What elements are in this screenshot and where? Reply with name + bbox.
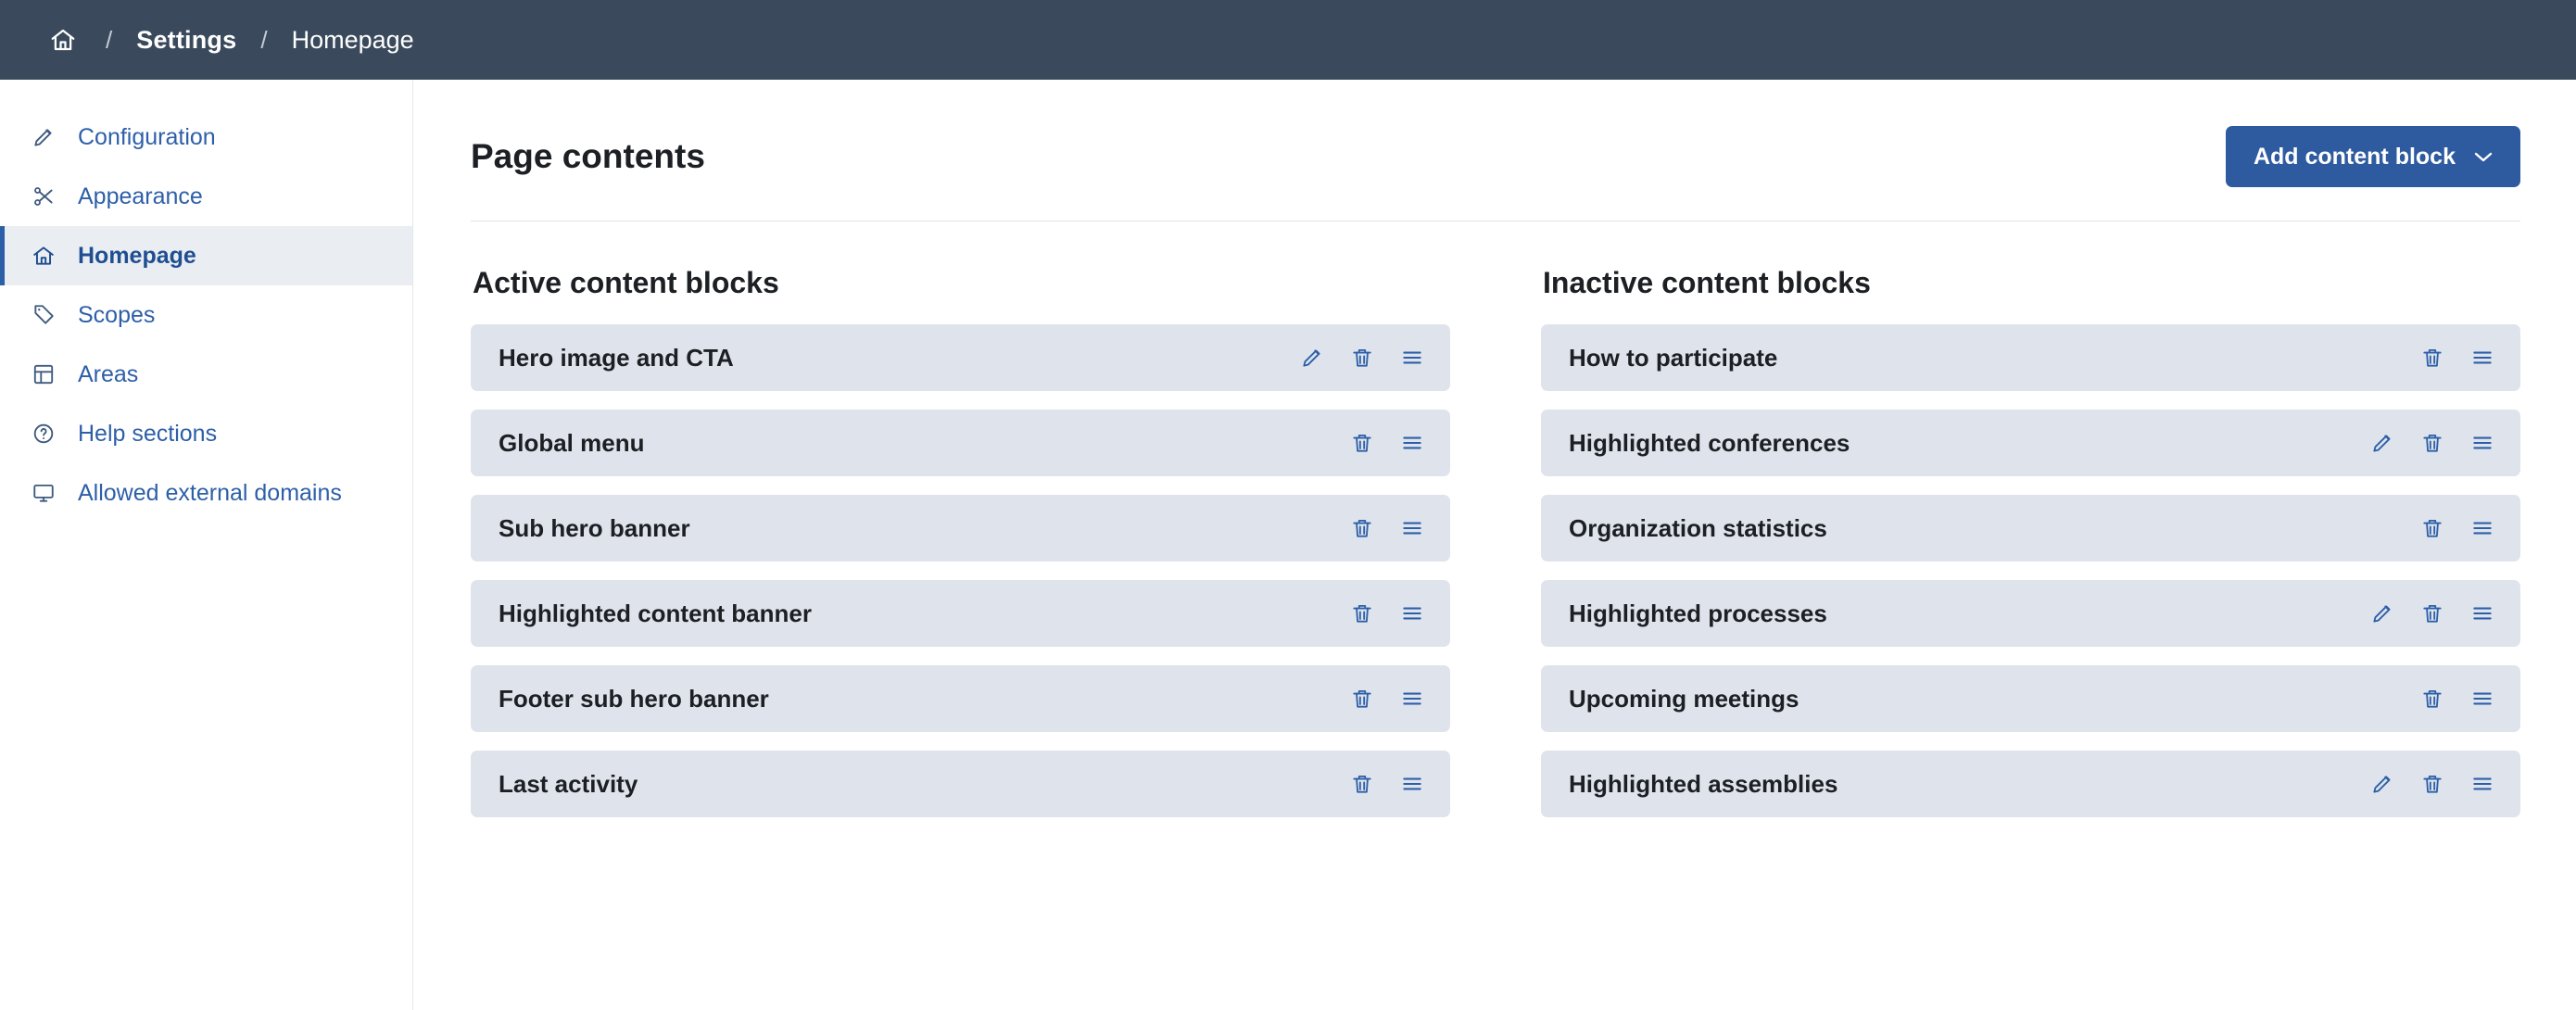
delete-icon[interactable]	[2418, 429, 2446, 457]
content-block-name: Highlighted content banner	[499, 599, 812, 627]
drag-handle-icon[interactable]	[1398, 429, 1426, 457]
content-block-actions	[2368, 770, 2496, 798]
content-block-row[interactable]	[1541, 665, 2520, 732]
chevron-down-icon	[2474, 151, 2493, 163]
content-block-actions	[1348, 770, 1426, 798]
edit-icon[interactable]	[1298, 344, 1326, 372]
content-block-row[interactable]	[471, 580, 1450, 647]
content-block-columns	[471, 221, 2520, 836]
drag-handle-icon[interactable]	[2469, 600, 2496, 627]
content-block-actions	[2368, 429, 2496, 457]
sidebar-item-label: Allowed external domains	[78, 479, 342, 506]
breadcrumb-item-settings[interactable]: Settings	[136, 25, 237, 54]
sidebar-item-homepage[interactable]	[0, 226, 412, 285]
sidebar-item-label: Areas	[78, 360, 139, 387]
delete-icon[interactable]	[2418, 685, 2446, 713]
sidebar-item-label: Configuration	[78, 123, 216, 150]
column-title: Inactive content blocks	[1543, 266, 1871, 299]
content-block-actions	[2418, 514, 2496, 542]
edit-icon[interactable]	[2368, 770, 2396, 798]
delete-icon[interactable]	[2418, 514, 2446, 542]
delete-icon[interactable]	[1348, 770, 1376, 798]
drag-handle-icon[interactable]	[1398, 685, 1426, 713]
drag-handle-icon[interactable]	[2469, 685, 2496, 713]
delete-icon[interactable]	[2418, 600, 2446, 627]
page-body	[0, 80, 2576, 1010]
content-block-row[interactable]	[471, 324, 1450, 391]
monitor-icon	[30, 479, 57, 507]
content-block-actions	[1348, 685, 1426, 713]
sidebar-item-appearance[interactable]	[0, 167, 412, 226]
sidebar-item-label: Help sections	[78, 420, 218, 447]
sidebar-item-areas[interactable]	[0, 345, 412, 404]
content-block-row[interactable]	[471, 665, 1450, 732]
content-block-name: How to participate	[1569, 343, 1778, 372]
delete-icon[interactable]	[2418, 770, 2446, 798]
delete-icon[interactable]	[1348, 514, 1376, 542]
top-breadcrumb-bar	[0, 0, 2576, 80]
question-circle-icon	[30, 420, 57, 448]
breadcrumb-current-homepage: Homepage	[291, 25, 414, 54]
breadcrumb-separator-1: /	[106, 25, 113, 54]
sidebar-item-label: Appearance	[78, 183, 203, 209]
drag-handle-icon[interactable]	[1398, 770, 1426, 798]
drag-handle-icon[interactable]	[2469, 344, 2496, 372]
content-block-name: Last activity	[499, 769, 638, 798]
column-title: Active content blocks	[473, 266, 779, 299]
breadcrumb-separator-2: /	[260, 25, 268, 54]
content-block-row[interactable]	[1541, 580, 2520, 647]
content-block-name: Hero image and CTA	[499, 343, 734, 372]
inactive-content-blocks-column	[1541, 266, 2520, 836]
sidebar-item-label: Scopes	[78, 301, 156, 328]
content-block-name: Organization statistics	[1569, 513, 1827, 542]
sidebar-item-configuration[interactable]	[0, 107, 412, 167]
home-icon	[49, 26, 77, 54]
content-block-actions	[1298, 344, 1426, 372]
home-icon	[30, 242, 57, 270]
page-header	[471, 80, 2520, 221]
content-block-row[interactable]	[1541, 410, 2520, 476]
drag-handle-icon[interactable]	[2469, 770, 2496, 798]
pencil-icon	[30, 123, 57, 151]
content-block-actions	[2418, 685, 2496, 713]
content-block-name: Sub hero banner	[499, 513, 690, 542]
page-title: Page contents	[471, 137, 705, 175]
sidebar-item-label: Homepage	[78, 242, 196, 269]
content-block-row[interactable]	[471, 495, 1450, 562]
drag-handle-icon[interactable]	[1398, 514, 1426, 542]
sidebar-item-help-sections[interactable]	[0, 404, 412, 463]
delete-icon[interactable]	[1348, 685, 1376, 713]
delete-icon[interactable]	[1348, 344, 1376, 372]
edit-icon[interactable]	[2368, 600, 2396, 627]
content-block-name: Upcoming meetings	[1569, 684, 1799, 713]
breadcrumb-home-link[interactable]	[44, 21, 82, 58]
delete-icon[interactable]	[1348, 600, 1376, 627]
add-content-block-label: Add content block	[2253, 143, 2456, 170]
content-block-row[interactable]	[471, 410, 1450, 476]
content-block-actions	[1348, 514, 1426, 542]
tag-icon	[30, 301, 57, 329]
scissors-icon	[30, 183, 57, 210]
content-block-row[interactable]	[471, 751, 1450, 817]
content-block-row[interactable]	[1541, 324, 2520, 391]
content-block-row[interactable]	[1541, 751, 2520, 817]
settings-sidebar	[0, 80, 413, 1010]
content-block-name: Global menu	[499, 428, 645, 457]
delete-icon[interactable]	[1348, 429, 1376, 457]
active-content-blocks-column	[471, 266, 1450, 836]
content-block-name: Highlighted assemblies	[1569, 769, 1838, 798]
content-block-actions	[1348, 429, 1426, 457]
drag-handle-icon[interactable]	[2469, 429, 2496, 457]
content-block-actions	[1348, 600, 1426, 627]
main-content	[413, 80, 2576, 1010]
add-content-block-button[interactable]	[2226, 126, 2520, 187]
content-block-actions	[2368, 600, 2496, 627]
sidebar-item-scopes[interactable]	[0, 285, 412, 345]
delete-icon[interactable]	[2418, 344, 2446, 372]
drag-handle-icon[interactable]	[2469, 514, 2496, 542]
content-block-name: Footer sub hero banner	[499, 684, 769, 713]
content-block-row[interactable]	[1541, 495, 2520, 562]
content-block-actions	[2418, 344, 2496, 372]
drag-handle-icon[interactable]	[1398, 344, 1426, 372]
drag-handle-icon[interactable]	[1398, 600, 1426, 627]
sidebar-item-allowed-external-domains[interactable]	[0, 463, 412, 523]
content-block-name: Highlighted processes	[1569, 599, 1827, 627]
content-block-name: Highlighted conferences	[1569, 428, 1850, 457]
edit-icon[interactable]	[2368, 429, 2396, 457]
grid-icon	[30, 360, 57, 388]
